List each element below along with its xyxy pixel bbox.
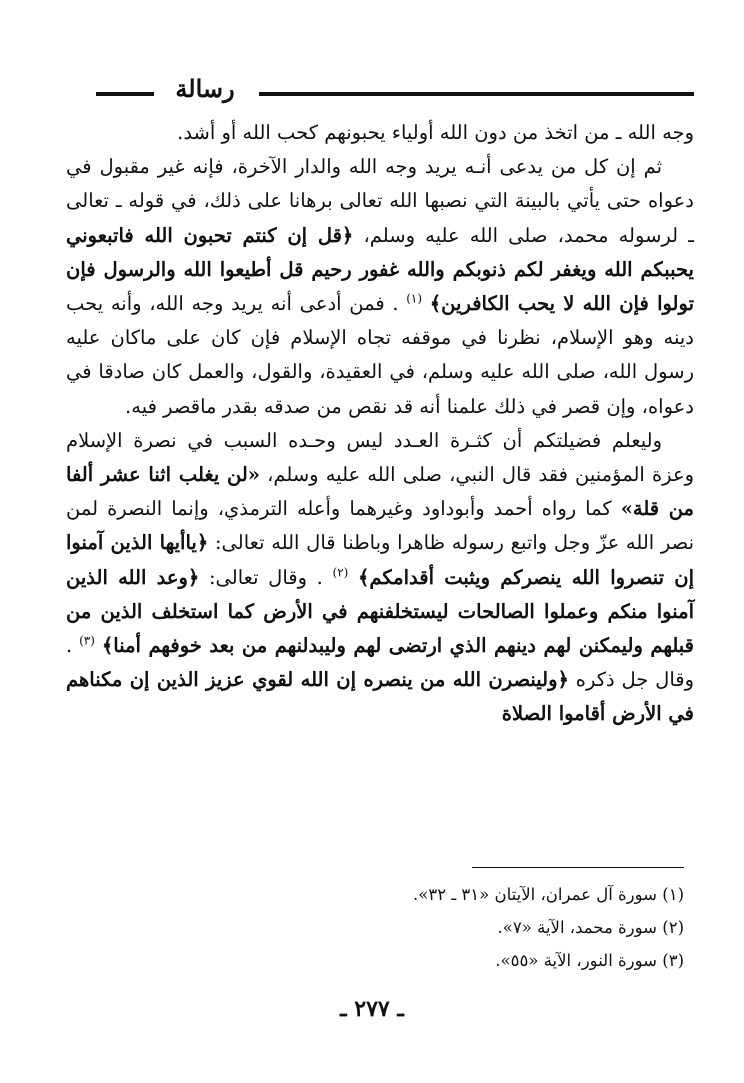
paragraph-3-text-d: . وقال جل ذكره bbox=[66, 634, 694, 692]
footnote-3: (٣) سورة النور، الآية «٥٥». bbox=[495, 951, 684, 970]
quran-quote-4: ﴿ولينصرن الله من ينصره إن الله لقوي عزيز الذين إن مكناهم في الأرض أقاموا الصلاة bbox=[66, 668, 694, 726]
quran-quote-2: ﴿ياأيها الذين آمنوا إن تنصروا الله ينصركم ويثبت أقدامكم﴾ bbox=[66, 531, 694, 589]
hadith-quote: «لن يغلب اثنا عشر ألفا من قلة» bbox=[66, 463, 695, 521]
page-number: ـ ٢٧٧ ـ bbox=[340, 996, 404, 1022]
paragraph-3 bbox=[66, 424, 694, 732]
footnote-ref-2: (٢) bbox=[332, 565, 349, 580]
paragraph-2-text-a: ثم إن كل من يدعى أنـه يريد وجه الله والدار الآخرة، فإنه غير مقبول في دعواه حتى يأتي بالبينة التي نصبها الله تعالى برهانا على ذلك، في قوله ـ تعالى ـ لرسوله محمد، صلى الله عليه وسلم، bbox=[66, 155, 694, 247]
header-title: رسالة bbox=[175, 74, 235, 103]
header-rule-left bbox=[96, 92, 154, 96]
footnotes bbox=[66, 878, 684, 977]
footnote-1: (١) سورة آل عمران، الآيتان «٣١ ـ ٣٢». bbox=[413, 885, 684, 904]
main-text bbox=[66, 116, 694, 732]
paragraph-3-text-c: . وقال تعالى: bbox=[199, 565, 333, 589]
paragraph-1-text: وجه الله ـ من اتخذ من دون الله أولياء يحبونهم كحب الله أو أشد. bbox=[177, 121, 694, 144]
footnote-ref-1: (١) bbox=[406, 291, 423, 306]
paragraph-2-text-b: . فمن أدعى أنه يريد وجه الله، وأنه يحب دينه وهو الإسلام، نظرنا في موقفه تجاه الإسلام فإن كان على ماكان عليه رسول الله، صلى الله عليه وسلم، في العقيدة، والقول، والعمل كان صادقا في دعواه، وإن قصر في ذلك علمنا أنه قد نقص من صدقه بقدر ماقصر فيه. bbox=[66, 292, 694, 418]
paragraph-1 bbox=[66, 116, 694, 150]
running-header bbox=[96, 74, 694, 104]
footnote-ref-3: (٣) bbox=[79, 633, 95, 648]
header-rule-right bbox=[259, 92, 694, 96]
quran-quote-3: ﴿وعد الله الذين آمنوا منكم وعملوا الصالحات ليستخلفنهم في الأرض كما استخلف الذين من قبلهم وليمكنن لهم دينهم الذي ارتضى لهم وليبدلنهم من بعد خوفهم أمنا﴾ bbox=[66, 565, 694, 658]
footnote-2: (٢) سورة محمد، الآية «٧». bbox=[497, 918, 684, 937]
footnote-separator bbox=[472, 867, 684, 868]
paragraph-3-text-a: وليعلم فضيلتكم أن كثـرة العـدد ليس وحـده السبب في نصرة الإسلام وعزة المؤمنين فقد قال النبي، صلى الله عليه وسلم، bbox=[66, 428, 694, 487]
paragraph-3-text-b: كما رواه أحمد وأبوداود وغيرهما وأعله الترمذي، وإنما النصرة لمن نصر الله عزّ وجل واتبع رسوله ظاهرا وباطنا قال الله تعالى: bbox=[66, 497, 694, 555]
paragraph-2 bbox=[66, 150, 694, 424]
quran-quote-1: ﴿قل إن كنتم تحبون الله فاتبعوني يحببكم الله ويغفر لكم ذنوبكم والله غفور رحيم قل أطيعوا الله والرسول فإن تولوا فإن الله لا يحب الكافرين﴾ bbox=[66, 223, 694, 316]
